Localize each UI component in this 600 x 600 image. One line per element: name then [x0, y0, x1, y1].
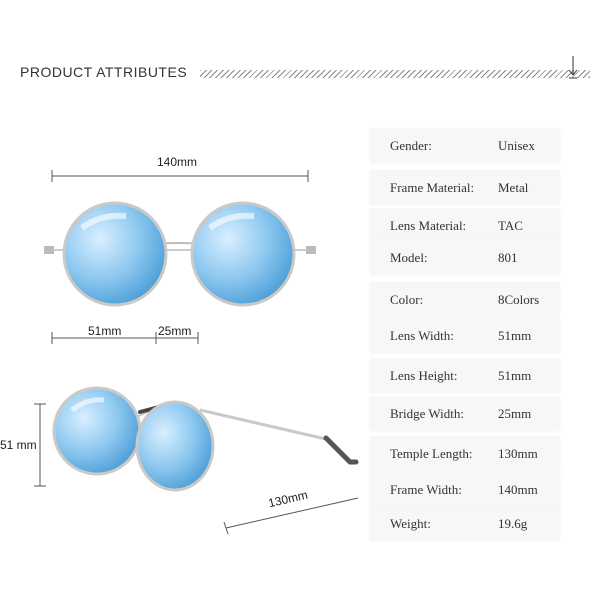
- frame-width-label: 140mm: [157, 155, 198, 169]
- attribute-row: [370, 240, 560, 274]
- frame-width-dimension: [52, 170, 308, 182]
- attribute-label: Gender:: [390, 138, 432, 153]
- lens-height-label: 51 mm: [0, 438, 37, 452]
- attribute-row: [370, 208, 560, 242]
- attribute-row: [370, 128, 560, 162]
- attribute-value: 51mm: [498, 328, 532, 343]
- attribute-label: Frame Width:: [390, 482, 462, 497]
- attribute-value: 19.6g: [498, 516, 528, 531]
- attribute-label: Weight:: [390, 516, 431, 531]
- lens-width-label: 51mm: [88, 324, 122, 338]
- attribute-label: Frame Material:: [390, 180, 475, 195]
- attribute-value: 8Colors: [498, 292, 540, 307]
- attribute-label: Bridge Width:: [390, 406, 464, 421]
- attribute-value: 130mm: [498, 446, 538, 461]
- front-view-glasses: [44, 203, 316, 305]
- attribute-label: Color:: [390, 292, 424, 307]
- attribute-row: [370, 472, 560, 506]
- section-title: PRODUCT ATTRIBUTES: [20, 64, 188, 80]
- attribute-label: Model:: [390, 250, 428, 265]
- attribute-row: [370, 358, 560, 392]
- attribute-label: Lens Width:: [390, 328, 454, 343]
- attribute-row: [370, 396, 560, 430]
- attribute-value: 25mm: [498, 406, 532, 421]
- attribute-value: 140mm: [498, 482, 538, 497]
- attribute-row: [370, 506, 560, 540]
- attribute-row: [370, 170, 560, 204]
- side-view-glasses: [54, 388, 356, 490]
- attribute-row: [370, 282, 560, 316]
- bridge-width-label: 25mm: [158, 324, 192, 338]
- attribute-row: [370, 318, 560, 352]
- attribute-row: [370, 436, 560, 470]
- attribute-label: Temple Length:: [390, 446, 473, 461]
- attribute-value: 801: [498, 250, 518, 265]
- attribute-value: Metal: [498, 180, 529, 195]
- attribute-label: Lens Material:: [390, 218, 467, 233]
- attribute-value: 51mm: [498, 368, 532, 383]
- attribute-value: Unisex: [498, 138, 535, 153]
- attribute-value: TAC: [498, 218, 523, 233]
- chevron-down-icon[interactable]: [566, 54, 580, 80]
- attribute-label: Lens Height:: [390, 368, 458, 383]
- temple-length-label: 130mm: [266, 487, 310, 511]
